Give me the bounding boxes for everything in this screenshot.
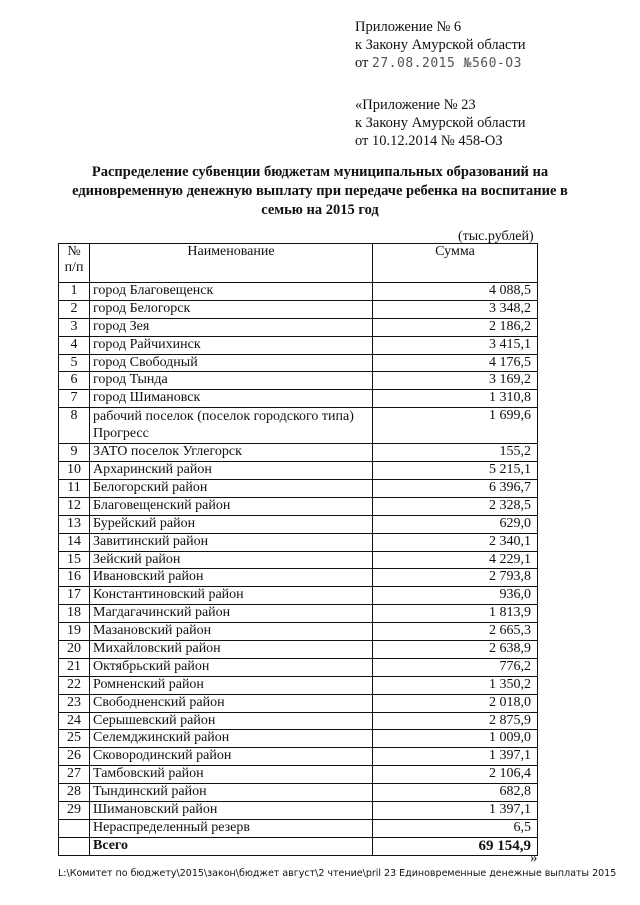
row-number: 13 [59, 515, 90, 533]
row-name: Октябрьский район [90, 658, 373, 676]
appendix-header [355, 18, 526, 73]
row-name: Мазановский район [90, 623, 373, 641]
table-row [59, 784, 538, 802]
row-name: Ромненский район [90, 676, 373, 694]
row-number: 21 [59, 658, 90, 676]
row-number: 11 [59, 480, 90, 498]
row-sum: 3 348,2 [373, 300, 538, 318]
row-number: 25 [59, 730, 90, 748]
table-row [59, 354, 538, 372]
table-row [59, 336, 538, 354]
row-name: Свободненский район [90, 694, 373, 712]
row-sum: 155,2 [373, 444, 538, 462]
row-sum: 1 397,1 [373, 802, 538, 820]
row-number: 26 [59, 748, 90, 766]
header-number: № п/п [59, 244, 90, 283]
row-name: Селемджинский район [90, 730, 373, 748]
row-sum: 4 176,5 [373, 354, 538, 372]
row-number: 28 [59, 784, 90, 802]
row-sum: 6,5 [373, 819, 538, 837]
row-sum: 776,2 [373, 658, 538, 676]
table-row [59, 318, 538, 336]
row-name: Магдагачинский район [90, 605, 373, 623]
row-sum: 2 328,5 [373, 497, 538, 515]
row-number: 20 [59, 641, 90, 659]
row-number: 12 [59, 497, 90, 515]
row-name: рабочий поселок (поселок городского типа) Прогресс [90, 408, 373, 444]
previous-appendix-date: от 10.12.2014 № 458-ОЗ [355, 133, 503, 149]
row-sum: 1 397,1 [373, 748, 538, 766]
appendix-number: Приложение № 6 [355, 19, 462, 35]
closing-quote: » [530, 850, 538, 866]
table-row [59, 551, 538, 569]
row-name: Благовещенский район [90, 497, 373, 515]
row-number: 15 [59, 551, 90, 569]
row-number: 3 [59, 318, 90, 336]
total-sum: 69 154,9 [373, 837, 538, 855]
row-name: Ивановский район [90, 569, 373, 587]
table-row [59, 390, 538, 408]
row-sum: 5 215,1 [373, 462, 538, 480]
total-number-cell [59, 837, 90, 855]
table-row [59, 730, 538, 748]
row-sum: 3 415,1 [373, 336, 538, 354]
row-name: Архаринский район [90, 462, 373, 480]
table-row [59, 748, 538, 766]
previous-appendix-number: «Приложение № 23 [355, 97, 476, 113]
total-row [59, 837, 538, 855]
row-sum: 1 350,2 [373, 676, 538, 694]
row-sum: 2 106,4 [373, 766, 538, 784]
row-name: Серышевский район [90, 712, 373, 730]
row-sum: 3 169,2 [373, 372, 538, 390]
row-number: 16 [59, 569, 90, 587]
row-name: Нераспределенный резерв [90, 819, 373, 837]
row-number: 7 [59, 390, 90, 408]
row-name: Зейский район [90, 551, 373, 569]
subvention-table [58, 243, 538, 856]
header-sum: Сумма [373, 244, 538, 283]
appendix-date [355, 54, 526, 73]
row-number: 8 [59, 408, 90, 444]
row-sum: 6 396,7 [373, 480, 538, 498]
table-row [59, 712, 538, 730]
row-name: Михайловский район [90, 641, 373, 659]
table-row [59, 587, 538, 605]
row-sum: 682,8 [373, 784, 538, 802]
table-row [59, 641, 538, 659]
row-sum: 1 310,8 [373, 390, 538, 408]
row-number: 24 [59, 712, 90, 730]
table-row [59, 300, 538, 318]
row-name: город Тында [90, 372, 373, 390]
table-row [59, 766, 538, 784]
row-sum: 1 813,9 [373, 605, 538, 623]
row-number: 6 [59, 372, 90, 390]
row-number: 10 [59, 462, 90, 480]
row-number: 17 [59, 587, 90, 605]
row-number: 9 [59, 444, 90, 462]
row-sum: 936,0 [373, 587, 538, 605]
row-number: 14 [59, 533, 90, 551]
row-sum: 2 186,2 [373, 318, 538, 336]
row-name: Белогорский район [90, 480, 373, 498]
row-sum: 2 018,0 [373, 694, 538, 712]
table-row [59, 676, 538, 694]
row-sum: 1 009,0 [373, 730, 538, 748]
row-name: город Белогорск [90, 300, 373, 318]
row-name: Бурейский район [90, 515, 373, 533]
table-row [59, 497, 538, 515]
row-name: город Шимановск [90, 390, 373, 408]
table-row [59, 408, 538, 444]
file-path-footer: L:\Комитет по бюджету\2015\закон\бюджет август\2 чтение\pril 23 Единовременные денежные выплаты 2015 [58, 868, 617, 879]
row-name: Тындинский район [90, 784, 373, 802]
row-number: 1 [59, 283, 90, 301]
previous-appendix-law: к Закону Амурской области [355, 115, 526, 131]
table-row [59, 372, 538, 390]
registration-stamp: 27.08.2015 №560-ОЗ [372, 56, 522, 71]
table-row [59, 515, 538, 533]
row-name: Завитинский район [90, 533, 373, 551]
row-sum: 2 875,9 [373, 712, 538, 730]
table-header-row [59, 244, 538, 283]
total-label: Всего [90, 837, 373, 855]
table-row [59, 569, 538, 587]
row-number: 2 [59, 300, 90, 318]
row-number: 29 [59, 802, 90, 820]
appendix-date-prefix: от [355, 55, 369, 71]
row-sum: 2 340,1 [373, 533, 538, 551]
row-sum: 2 638,9 [373, 641, 538, 659]
row-name: город Благовещенск [90, 283, 373, 301]
row-name: город Свободный [90, 354, 373, 372]
row-sum: 4 088,5 [373, 283, 538, 301]
row-name: город Зея [90, 318, 373, 336]
row-name: Сковородинский район [90, 748, 373, 766]
table-row [59, 802, 538, 820]
row-number: 23 [59, 694, 90, 712]
row-number [59, 819, 90, 837]
row-number: 22 [59, 676, 90, 694]
table-row [59, 480, 538, 498]
row-number: 4 [59, 336, 90, 354]
row-name: Тамбовский район [90, 766, 373, 784]
row-number: 18 [59, 605, 90, 623]
row-number: 5 [59, 354, 90, 372]
table-row [59, 444, 538, 462]
unit-label: (тыс.рублей) [458, 229, 534, 244]
row-number: 27 [59, 766, 90, 784]
row-sum: 2 665,3 [373, 623, 538, 641]
row-sum: 4 229,1 [373, 551, 538, 569]
row-sum: 1 699,6 [373, 408, 538, 444]
table-row [59, 533, 538, 551]
table-row [59, 658, 538, 676]
row-sum: 629,0 [373, 515, 538, 533]
table-row [59, 462, 538, 480]
table-row [59, 283, 538, 301]
document-title: Распределение субвенции бюджетам муниципальных образований на единовременную денежную выплату при передаче ребенка на воспитание в семью на 2015 год [72, 164, 568, 218]
header-name: Наименование [90, 244, 373, 283]
row-name: Шимановский район [90, 802, 373, 820]
row-name: город Райчихинск [90, 336, 373, 354]
row-sum: 2 793,8 [373, 569, 538, 587]
table-row [59, 623, 538, 641]
row-name: Константиновский район [90, 587, 373, 605]
row-name: ЗАТО поселок Углегорск [90, 444, 373, 462]
previous-appendix-header [355, 96, 526, 150]
table-row [59, 819, 538, 837]
table-row [59, 694, 538, 712]
appendix-law: к Закону Амурской области [355, 37, 526, 53]
table-row [59, 605, 538, 623]
row-number: 19 [59, 623, 90, 641]
